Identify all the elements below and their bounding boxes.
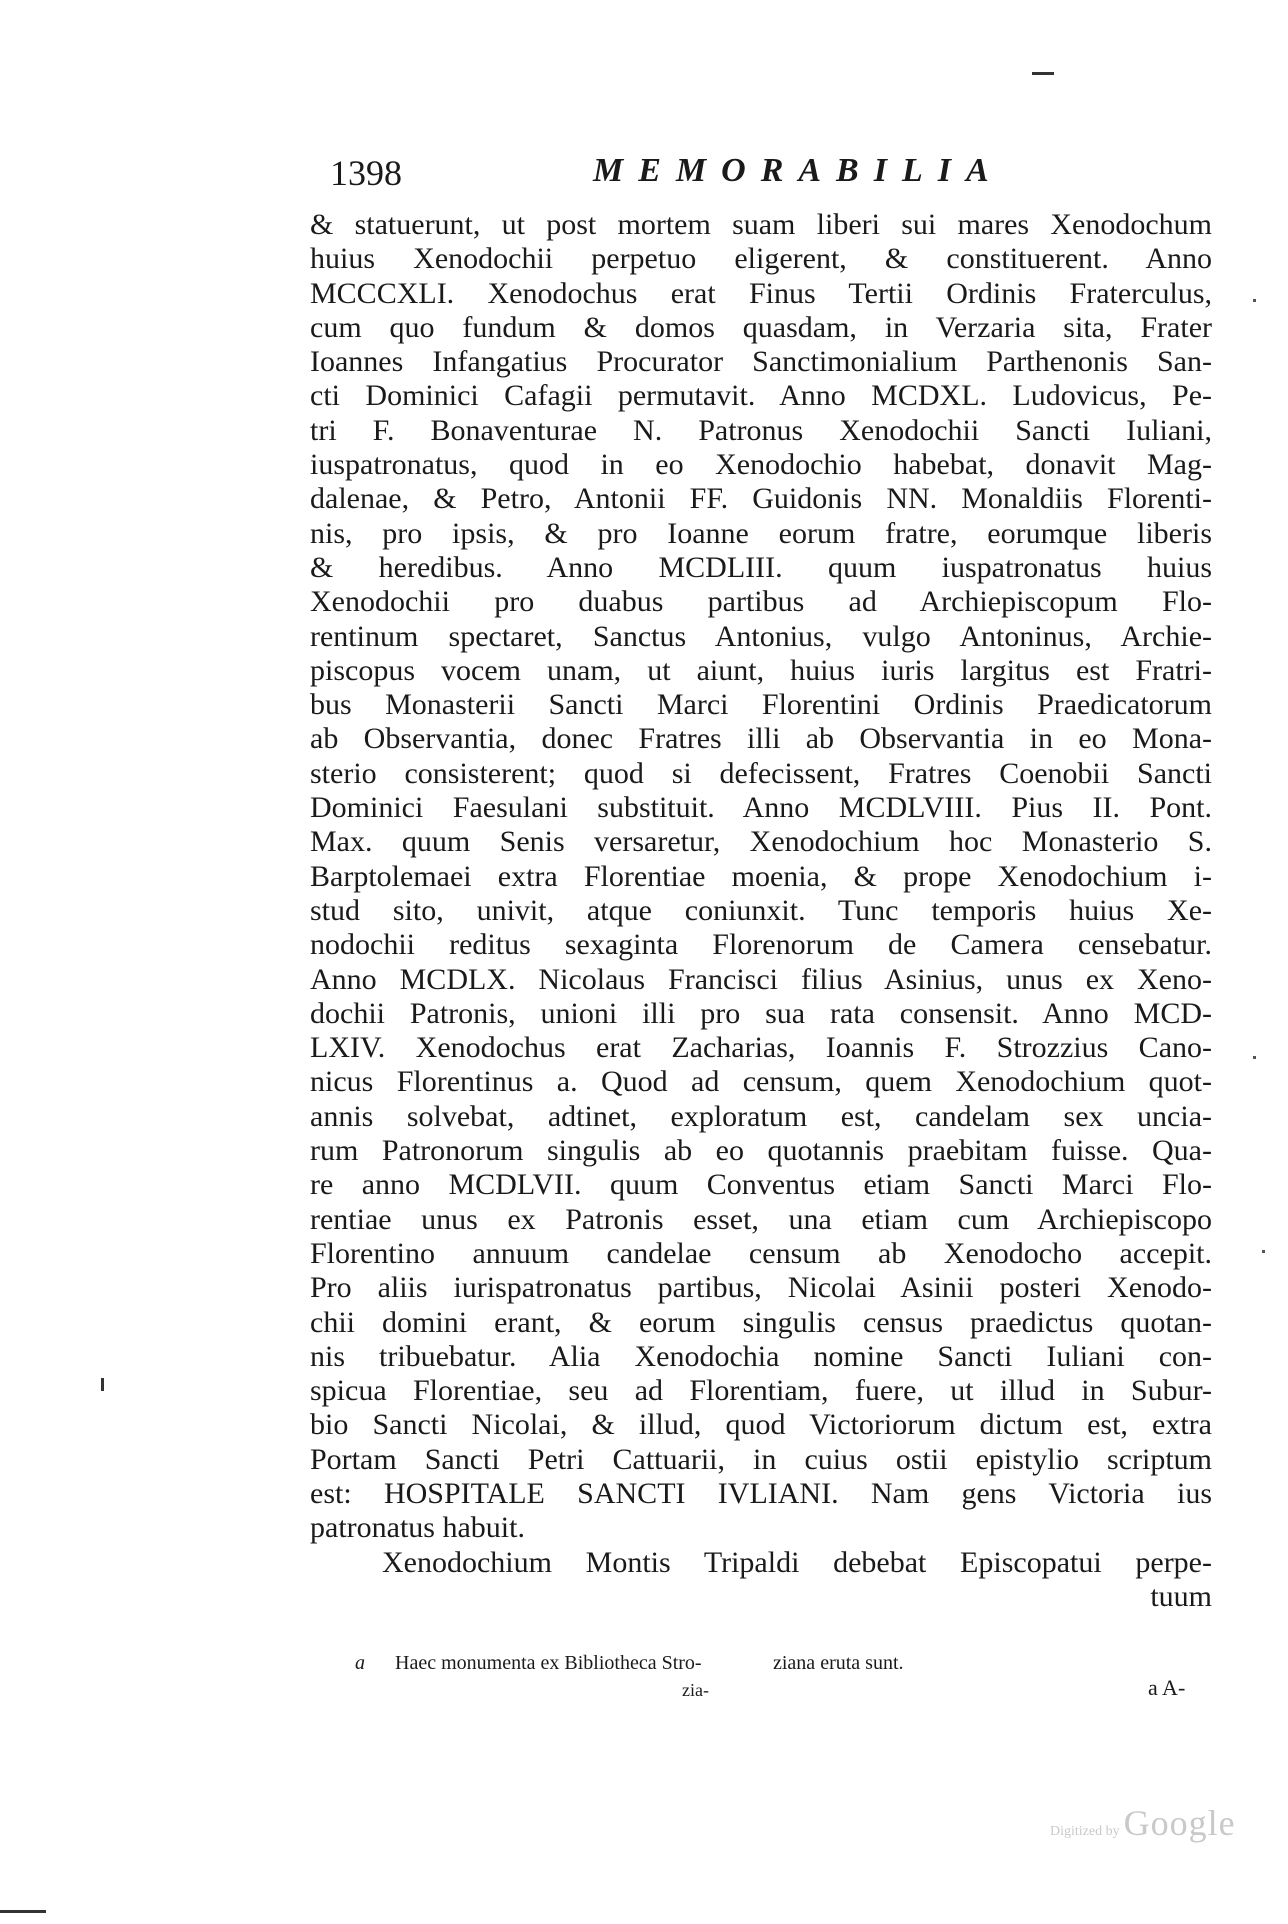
text-line: sterio consisterent; quod si defecissent, Fratres Coenobii Sancti <box>310 756 1212 790</box>
text-line: patronatus habuit. <box>310 1511 525 1545</box>
text-line: Dominici Faesulani substituit. Anno MCDLVIII. Pius II. Pont. <box>310 791 1212 825</box>
margin-dot <box>1262 1250 1265 1253</box>
text-line: spicua Florentiae, seu ad Florentiam, fuere, ut illud in Subur- <box>310 1374 1212 1408</box>
text-line: rum Patronorum singulis ab eo quotannis praebitam fuisse. Qua- <box>310 1134 1212 1168</box>
text-line: MCCCXLI. Xenodochus erat Finus Tertii Ordinis Fraterculus, <box>310 276 1212 310</box>
text-line: annis solvebat, adtinet, exploratum est, candelam sex uncia- <box>310 1099 1212 1133</box>
text-line: cum quo fundum & domos quasdam, in Verzaria sita, Frater <box>310 310 1212 344</box>
body-text <box>310 208 1212 1614</box>
text-line: est: HOSPITALE SANCTI IVLIANI. Nam gens Victoria ius <box>310 1476 1212 1510</box>
text-line: Anno MCDLX. Nicolaus Francisci filius Asinius, unus ex Xeno- <box>310 962 1212 996</box>
text-line: cti Dominici Cafagii permutavit. Anno MCDXL. Ludovicus, Pe- <box>310 379 1212 413</box>
text-line: piscopus vocem unam, ut aiunt, huius iuris largitus est Fratri- <box>310 653 1212 687</box>
digitized-watermark <box>1050 1802 1236 1844</box>
page-header <box>330 152 1010 202</box>
footnote-catchword: zia- <box>682 1680 709 1700</box>
margin-dot <box>1253 1056 1256 1059</box>
text-line: nis, pro ipsis, & pro Ioanne eorum fratre, eorumque liberis <box>310 516 1212 550</box>
watermark-small-text: Digitized by <box>1050 1824 1120 1839</box>
text-line: & statuerunt, ut post mortem suam liberi sui mares Xenodochum <box>310 208 1212 241</box>
top-mark <box>1032 72 1054 75</box>
running-head: MEMORABILIA <box>593 152 1004 189</box>
text-line: iuspatronatus, quod in eo Xenodochio habebat, donavit Mag- <box>310 448 1212 482</box>
text-line: huius Xenodochii perpetuo eligerent, & constituerent. Anno <box>310 242 1212 276</box>
text-line: Florentino annuum candelae censum ab Xenodocho accepit. <box>310 1236 1212 1270</box>
watermark-logo-text: Google <box>1123 1803 1236 1843</box>
text-line: bio Sancti Nicolai, & illud, quod Victoriorum dictum est, extra <box>310 1408 1212 1442</box>
page-number: 1398 <box>330 153 402 193</box>
text-line: Portam Sancti Petri Cattuarii, in cuius ostii epistylio scriptum <box>310 1442 1212 1476</box>
text-line: dochii Patronis, unioni illi pro sua rata consensit. Anno MCD- <box>310 996 1212 1030</box>
text-line: ab Observantia, donec Fratres illi ab Observantia in eo Mona- <box>310 722 1212 756</box>
text-line: Xenodochii pro duabus partibus ad Archiepiscopum Flo- <box>310 585 1212 619</box>
text-line: chii domini erant, & eorum singulis census praedictus quotan- <box>310 1305 1212 1339</box>
text-line: tri F. Bonaventurae N. Patronus Xenodochii Sancti Iuliani, <box>310 413 1212 447</box>
page-catchword: a A- <box>1148 1675 1186 1700</box>
bottom-mark <box>0 1910 46 1913</box>
footnote-text-left: Haec monumenta ex Bibliotheca Stro- <box>395 1652 702 1674</box>
text-line: Ioannes Infangatius Procurator Sanctimonialium Parthenonis San- <box>310 345 1212 379</box>
text-line: & heredibus. Anno MCDLIII. quum iuspatronatus huius <box>310 550 1212 584</box>
text-line: Barptolemaei extra Florentiae moenia, & prope Xenodochium i- <box>310 859 1212 893</box>
text-line: nicus Florentinus a. Quod ad censum, quem Xenodochium quot- <box>310 1065 1212 1099</box>
text-line: dalenae, & Petro, Antonii FF. Guidonis NN. Monaldiis Florenti- <box>310 482 1212 516</box>
text-line: LXIV. Xenodochus erat Zacharias, Ioannis F. Strozzius Cano- <box>310 1031 1212 1065</box>
text-line: stud sito, univit, atque coniunxit. Tunc temporis huius Xe- <box>310 893 1212 927</box>
text-line: nodochii reditus sexaginta Florenorum de Camera censebatur. <box>310 928 1212 962</box>
text-line: bus Monasterii Sancti Marci Florentini Ordinis Praedicatorum <box>310 688 1212 722</box>
text-line: nis tribuebatur. Alia Xenodochia nomine Sancti Iuliani con- <box>310 1339 1212 1373</box>
text-line: Xenodochium Montis Tripaldi debebat Episcopatui perpe- <box>382 1545 1212 1579</box>
text-line: rentinum spectaret, Sanctus Antonius, vulgo Antoninus, Archie- <box>310 619 1212 653</box>
text-line: rentiae unus ex Patronis esset, una etiam cum Archiepiscopo <box>310 1202 1212 1236</box>
footnote <box>355 1652 1215 1692</box>
text-line: re anno MCDLVII. quum Conventus etiam Sancti Marci Flo- <box>310 1168 1212 1202</box>
text-line: Pro aliis iurispatronatus partibus, Nicolai Asinii posteri Xenodo- <box>310 1271 1212 1305</box>
footnote-text-right: ziana eruta sunt. <box>773 1652 904 1674</box>
margin-mark <box>101 1378 104 1391</box>
margin-dot <box>1253 299 1256 302</box>
text-line: Max. quum Senis versaretur, Xenodochium hoc Monasterio S. <box>310 825 1212 859</box>
catchword: tuum <box>1150 1579 1212 1613</box>
footnote-mark: a <box>355 1652 365 1674</box>
